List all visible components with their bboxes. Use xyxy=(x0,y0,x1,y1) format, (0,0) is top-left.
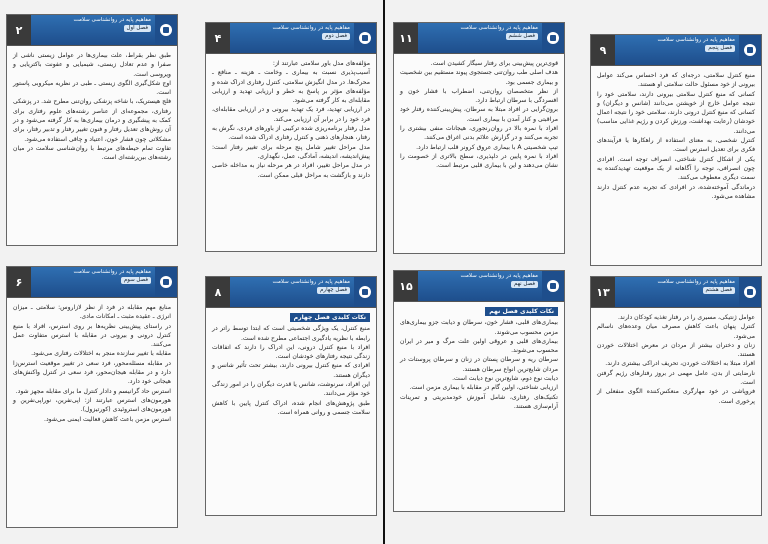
course-title: مفاهیم پایه در روانشناسی سلامت xyxy=(73,269,151,275)
summary-card xyxy=(590,34,762,266)
paragraph: ارزیابی شناختی، اولین گام در مقابله با بیماری مزمن است. xyxy=(409,384,558,392)
paragraph: مدل مراحل تغییر شامل پنج مرحله برای تغییر رفتار است: پیش‌اندیشه، اندیشه، آمادگی، عمل، نگهداری. xyxy=(212,143,370,160)
publisher-logo-icon xyxy=(155,267,177,297)
chapter-label: فصل پنجم xyxy=(705,45,735,52)
chapter-label: فصل نهم xyxy=(511,281,538,288)
card-header xyxy=(591,277,761,308)
page-number-badge: ۱۱ xyxy=(394,23,418,53)
card-header-titles xyxy=(418,23,542,53)
paragraph: استرس مزمن باعث کاهش فعالیت ایمنی می‌شود. xyxy=(44,415,171,423)
course-title: مفاهیم پایه در روانشناسی سلامت xyxy=(657,279,735,285)
summary-card xyxy=(205,22,377,252)
paragraph: استرس حاد گرانیسم و دادار کنترل ما برای مقابله مجهز شود. xyxy=(15,387,171,395)
card-body xyxy=(591,308,761,411)
paragraph: اوج شکل‌گیری الگوی زیستی ـ طبی در نظریه میکروبی پاستور است. xyxy=(13,79,171,97)
paragraph: طبق نظر بقراط، علت بیماری‌ها در عوامل زیستی ناشی از صفرا و عدم تعادل زیستی، شیمیایی و عفونت باکتریایی و ویروسی است. xyxy=(13,52,171,78)
paragraph: دیابت نوع دوم، شایع‌ترین نوع دیابت است. xyxy=(452,375,558,383)
page-number-badge: ۹ xyxy=(591,35,615,65)
section-title: نکات کلیدی فصل نهم xyxy=(485,307,558,316)
paragraph: مقابله با تغییر سازنده منجر به اختلالات رفتاری می‌شود. xyxy=(31,350,171,358)
publisher-logo-icon xyxy=(739,35,761,65)
course-title: مفاهیم پایه در روانشناسی سلامت xyxy=(657,37,735,43)
card-header xyxy=(206,277,376,308)
summary-card xyxy=(393,22,565,254)
paragraph: افرادی که منبع کنترل بیرونی دارند، بیشتر تحت تأثیر شانس و دیگران هستند. xyxy=(212,362,370,379)
chapter-label: فصل سوم xyxy=(121,277,151,284)
paragraph: هورمون‌های استرس عبارتند از: اپی‌نفرین، نوراپی‌نفرین و هورمون‌های استروئیدی (کورتیزول). xyxy=(13,396,171,414)
chapter-label: فصل اول xyxy=(124,25,152,32)
card-header xyxy=(394,23,564,54)
card-body xyxy=(394,302,564,416)
paragraph: مؤلفه‌های مدل باور سلامتی عبارتند از: xyxy=(272,60,370,67)
card-body xyxy=(394,54,564,176)
summary-card xyxy=(393,270,565,512)
page-number-badge: ۱۵ xyxy=(394,271,418,301)
summary-card xyxy=(6,266,178,528)
summary-card xyxy=(590,276,762,516)
paragraph: در راستای پیش‌بینی نظریه‌ها بر روی استرس، افراد با منبع کنترل درونی و بیرونی در مقابله با استرس متفاوت عمل می‌کنند. xyxy=(13,322,171,349)
publisher-logo-icon xyxy=(739,277,761,307)
page-number-badge: ۱۳ xyxy=(591,277,615,307)
chapter-label: فصل چهارم xyxy=(317,287,350,294)
chapter-label: فصل هشتم xyxy=(703,287,735,294)
card-body xyxy=(206,54,376,185)
card-header xyxy=(7,15,177,46)
paragraph: افراد مبتلا به اختلالات خوردن، تحریف ادراکی بیشتری دارند. xyxy=(605,360,755,368)
paragraph: نارضایتی از بدن، عامل مهمی در بروز رفتارهای رژیم گرفتن است. xyxy=(597,369,755,387)
page-number-badge: ۸ xyxy=(206,277,230,307)
card-header xyxy=(591,35,761,66)
course-title: مفاهیم پایه در روانشناسی سلامت xyxy=(272,25,350,31)
paragraph: تیپ شخصیتی A با بیماری عروق کرونر قلب ارتباط دارد. xyxy=(416,143,558,151)
publisher-logo-icon xyxy=(354,23,376,53)
paragraph: از نظر متخصصان روان‌تنی، اضطراب با فشار خون و افسردگی با سرطان ارتباط دارد. xyxy=(400,87,558,105)
paragraph: افراد با منبع کنترل درونی، این ادراک را دارند که اتفاقات زندگی نتیجه رفتارهای خودشان است. xyxy=(212,343,370,361)
card-header xyxy=(394,271,564,302)
paragraph: هدف اصلی طب روان‌تنی جستجوی پیوند مستقیم بین شخصیت و بیماری جسمی بود. xyxy=(400,69,558,86)
course-title: مفاهیم پایه در روانشناسی سلامت xyxy=(73,17,151,23)
paragraph: سرطان ریه و سرطان پستان در زنان و سرطان پروستات در مردان شایع‌ترین انواع سرطان هستند. xyxy=(400,356,558,373)
card-header-titles xyxy=(615,35,739,65)
publisher-logo-icon xyxy=(542,271,564,301)
page-number-badge: ۲ xyxy=(7,15,31,45)
course-title: مفاهیم پایه در روانشناسی سلامت xyxy=(272,279,350,285)
course-title: مفاهیم پایه در روانشناسی سلامت xyxy=(460,273,538,279)
paragraph: کنترل شخصی، به معنای استفاده از راهکارها یا فرآیندهای فکری برای تعدیل استرس است. xyxy=(597,137,755,154)
publisher-logo-icon xyxy=(542,23,564,53)
chapter-label: فصل دوم xyxy=(322,33,350,40)
paragraph: افراد با نمره پایین در دلپذیری، سطح بالاتری از خصومت را نشان می‌دهند و این با بیماری قلبی مرتبط است. xyxy=(400,152,558,170)
paragraph: آسیب‌پذیری نسبت به بیماری ـ وخامت ـ هزینه ـ منافع ـ محرک‌ها. در مدل انگیزش سلامتی، کنترل رفتاری ادراک شده و مؤلفه‌های مؤثر بر پاسخ به خطر و ارزیابی تهدید و ارزیابی مقابله‌ای به کار گرفته می‌شود. xyxy=(212,69,370,105)
paragraph: این افراد، سرنوشت، شانس یا قدرت دیگران را در امور زندگی خود مؤثر می‌دانند. xyxy=(212,381,370,398)
publisher-logo-icon xyxy=(155,15,177,45)
card-header xyxy=(206,23,376,54)
chapter-label: فصل ششم xyxy=(506,33,539,40)
paragraph: مدل رفتار برنامه‌ریزی شده ترکیبی از باورهای فردی، نگرش به رفتار، هنجارهای ذهنی و کنترل رفتاری ادراک شده است. xyxy=(212,125,370,142)
page-number-badge: ۶ xyxy=(7,267,31,297)
card-body xyxy=(591,66,761,206)
paragraph: در ارزیابی تهدید، فرد یک تهدید بیرونی و در ارزیابی مقابله‌ای، فرد خود را در برابر آن ارزیابی می‌کند. xyxy=(212,106,370,123)
paragraph: بیماری‌های قلبی و عروقی اولین علت مرگ و میر در ایران محسوب می‌شوند. xyxy=(400,337,558,355)
card-header xyxy=(7,267,177,298)
card-body xyxy=(7,298,177,429)
section-title: نکات کلیدی فصل چهارم xyxy=(290,313,370,322)
paragraph: برون‌گرایی در افراد مبتلا به سرطان، پیش‌بینی‌کننده رفتار خود مراقبتی و کنار آمدن با بیماری است. xyxy=(400,106,558,123)
paragraph: زنان و دختران بیشتر از مردان در معرض اختلالات خوردن هستند. xyxy=(597,341,755,359)
card-header-titles xyxy=(615,277,739,307)
course-title: مفاهیم پایه در روانشناسی سلامت xyxy=(460,25,538,31)
paragraph: درماندگی آموخته‌شده، در افرادی که تجربه عدم کنترل دارند مشاهده می‌شود. xyxy=(597,183,755,200)
card-body xyxy=(206,308,376,422)
paragraph: قوی‌ترین پیش‌بینی برای رفتار سیگار کشیدن است. xyxy=(430,60,558,67)
card-header-titles xyxy=(230,277,354,307)
summary-card xyxy=(205,276,377,516)
book-gutter xyxy=(383,0,385,544)
card-header-titles xyxy=(31,15,155,45)
paragraph: فلج هیستریک، با شاخه پزشکی روان‌تنی مطرح شد. در پزشکی رفتاری، مجموعه‌ای از عناصر رشته‌های علوم رفتاری برای کمک به پیشگیری و درمان بیماری‌ها به کار گرفته می‌شود و در آن روش‌های تعدیل رفتار و فنون تغییر رفتار و تدبیر رفتار، برای مشکلاتی چون فشار خون، اعتیاد و چاقی استفاده می‌شود. xyxy=(13,98,171,143)
card-body xyxy=(7,46,177,168)
paragraph: منبع کنترل سلامتی، درجه‌ای که فرد احساس می‌کند عوامل بیرونی از خود مسئول حالت سلامتی او هستند. xyxy=(597,72,755,89)
paragraph: فروپاشی در خود مهارگری منعکس‌کننده الگوی منفعلی از پرخوری است. xyxy=(597,388,755,405)
paragraph: عوامل ژنتیکی، مسیری را در رفتار تغذیه کودکان دارند. xyxy=(617,314,755,321)
page-number-badge: ۴ xyxy=(206,23,230,53)
paragraph: منابع مهم مقابله در فرد از نظر لازاروس: سلامتی ـ میزان انرژی ـ عقیده مثبت ـ امکانات مادی. xyxy=(13,304,171,321)
card-header-titles xyxy=(418,271,542,301)
publisher-logo-icon xyxy=(354,277,376,307)
summary-card xyxy=(6,14,178,246)
card-header-titles xyxy=(230,23,354,53)
paragraph: افراد با نمره بالا در روان‌رنجوری، هیجانات منفی بیشتری را تجربه می‌کنند و در گزارش علائم بدنی اغراق می‌کنند. xyxy=(400,125,558,142)
card-header-titles xyxy=(31,267,155,297)
paragraph: منبع کنترل، یک ویژگی شخصیتی است که ابتدا توسط راتر در رابطه با نظریه یادگیری اجتماعی مطرح شده است. xyxy=(212,325,370,342)
paragraph: در مدل مراحل تغییر، افراد در هر مرحله نیاز به مداخله خاصی دارند و بازگشت به مراحل قبلی ممکن است. xyxy=(212,162,370,179)
paragraph: تکنیک‌های رفتاری، شامل آموزش خودمدیریتی و تمرینات آرام‌سازی هستند. xyxy=(400,393,558,410)
paragraph: کنترل پنهان باعث کاهش مصرف میان وعده‌های ناسالم می‌شود. xyxy=(597,323,755,340)
paragraph: بیماری‌های قلبی، فشار خون، سرطان و دیابت جزو بیماری‌های مزمن محسوب می‌شوند. xyxy=(400,319,558,336)
paragraph: در مقابله مسئله‌محور، فرد سعی در تغییر موقعیت استرس‌زا دارد و در مقابله هیجان‌محور، فرد سعی در کنترل واکنش‌های هیجانی خود دارد. xyxy=(13,359,171,386)
paragraph: یکی از اشکال کنترل شناختی، انصراف توجه است. افرادی چون انصرافی، توجه را آگاهانه از یک موقعیت تهدیدکننده به سمت دیگری معطوف می‌کنند. xyxy=(597,155,755,182)
paragraph: تفاوت تمام حیطه‌های مرتبط با روان‌شناسی سلامت در میان رشته‌های بین‌رشته‌ای است. xyxy=(13,144,171,162)
paragraph: کسانی که منبع کنترل سلامتی بیرونی دارند، سلامتی خود را نتیجه عوامل خارج از خویشتن می‌دانند (شانس و دیگران) و کسانی که منبع کنترل درونی دارند، سلامتی خود را نتیجه اعمال خودشان (رعایت بهداشت، ورزش کردن و رژیم غذایی مناسب) می‌دانند. xyxy=(597,90,755,135)
paragraph: طبق پژوهش‌های انجام شده، ادراک کنترل پایین با کاهش سلامت جسمی و روانی همراه است. xyxy=(212,399,370,416)
